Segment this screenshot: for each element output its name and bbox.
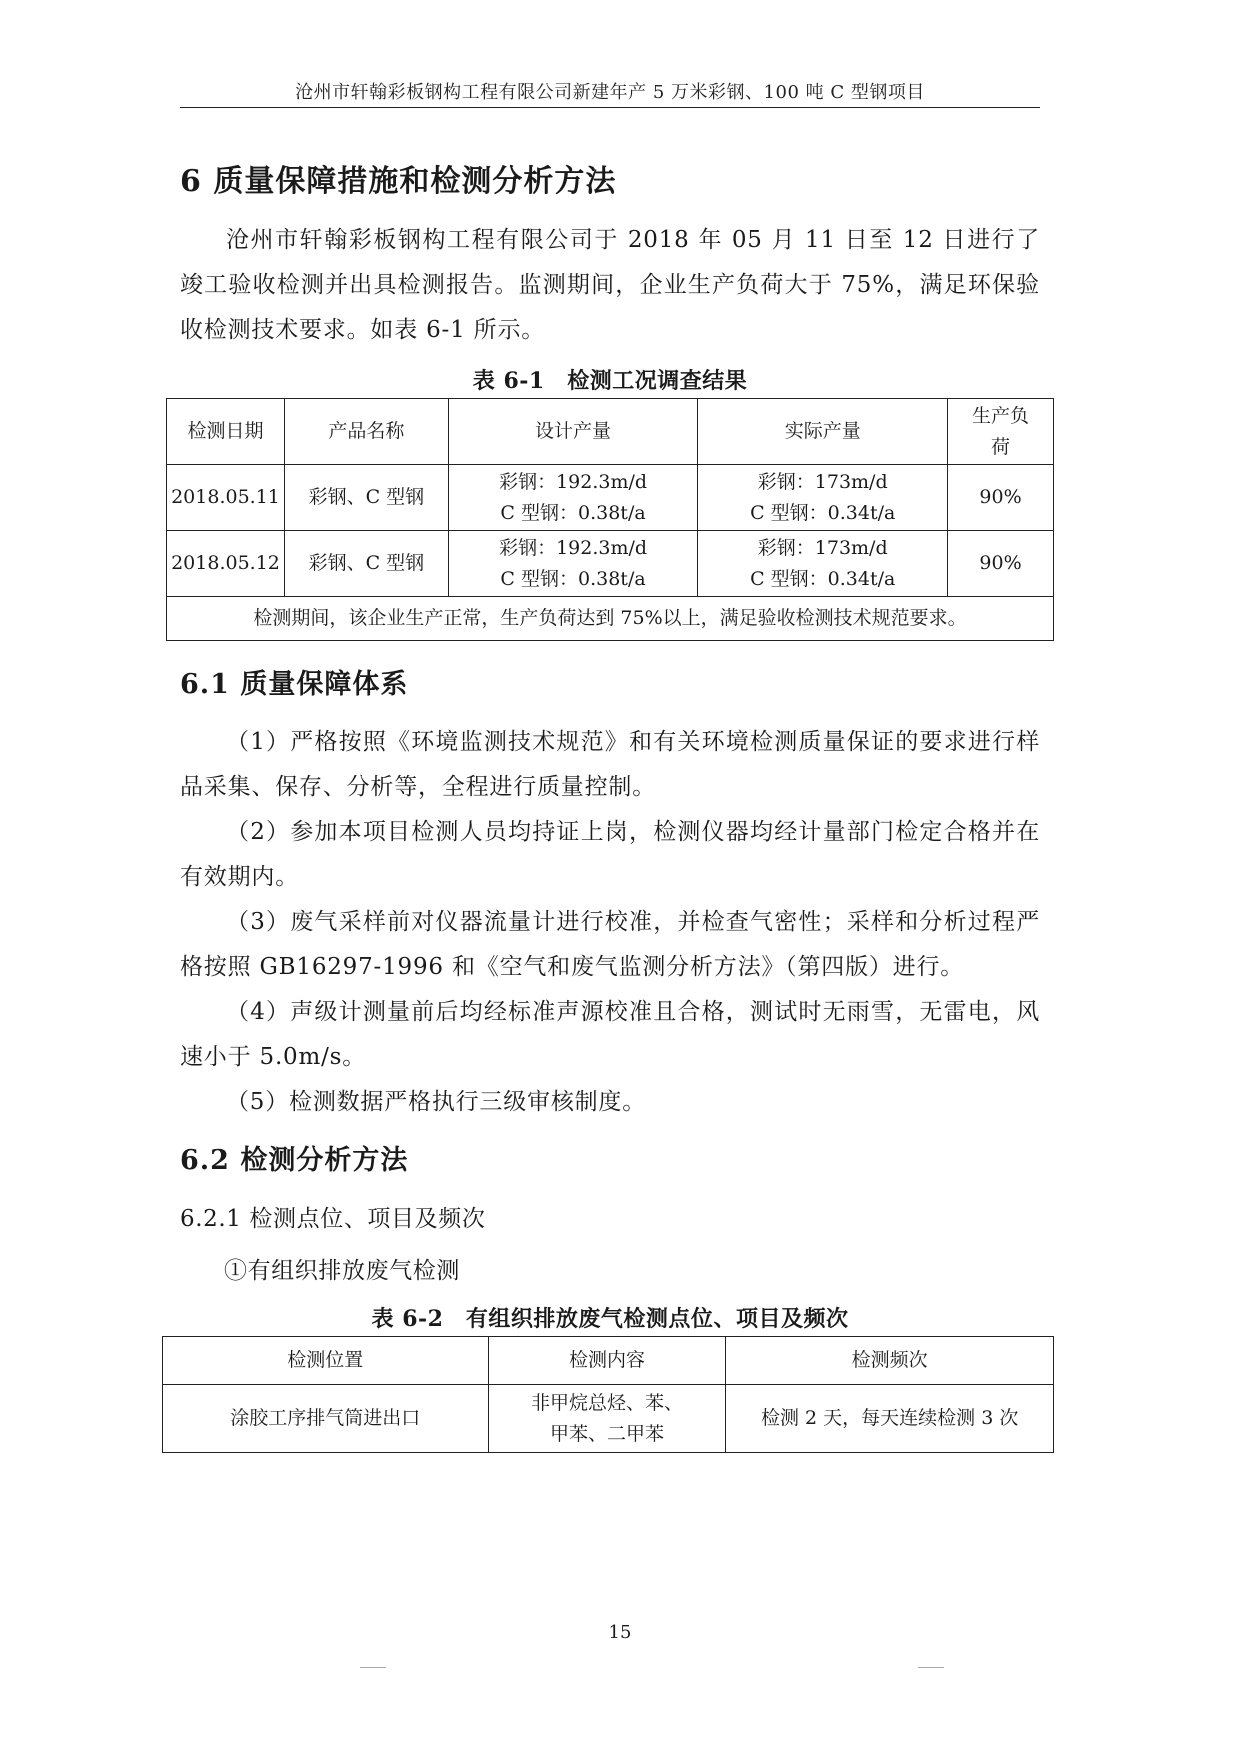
quality-item-1: （1）严格按照《环境监测技术规范》和有关环境检测质量保证的要求进行样品采集、保存、分析等，全程进行质量控制。 <box>180 729 1040 800</box>
cell-load: 90% <box>948 465 1054 531</box>
cell-frequency: 检测 2 天，每天连续检测 3 次 <box>726 1385 1054 1453</box>
cell-actual: 彩钢：173m/d C 型钢：0.34t/a <box>698 465 948 531</box>
subsection-6-2-1-title: 6.2.1 检测点位、项目及频次 <box>180 1206 486 1232</box>
col-header-location: 检测位置 <box>163 1337 489 1385</box>
quality-item-5: （5）检测数据严格执行三级审核制度。 <box>226 1089 647 1115</box>
col-header-content: 检测内容 <box>488 1337 726 1385</box>
col-header-actual: 实际产量 <box>698 399 948 465</box>
cell-product: 彩钢、C 型钢 <box>284 531 448 597</box>
running-header: 沧州市轩翰彩板钢构工程有限公司新建年产 5 万米彩钢、100 吨 C 型钢项目 <box>295 82 925 103</box>
cell-design: 彩钢：192.3m/d C 型钢：0.38t/a <box>448 465 698 531</box>
table-6-2-caption: 表 6-2 有组织排放废气检测点位、项目及频次 <box>371 1306 849 1332</box>
table-6-1 <box>166 398 1054 641</box>
cell-design: 彩钢：192.3m/d C 型钢：0.38t/a <box>448 531 698 597</box>
col-header-frequency: 检测频次 <box>726 1337 1054 1385</box>
col-header-date: 检测日期 <box>167 399 285 465</box>
table-row <box>163 1385 1054 1453</box>
section-6-1-title: 6.1 质量保障体系 <box>180 669 409 700</box>
table-header-row <box>167 399 1054 465</box>
section-6-2-title: 6.2 检测分析方法 <box>180 1145 409 1176</box>
quality-item-4: （4）声级计测量前后均经标准声源校准且合格，测试时无雨雪，无雷电，风速小于 5.0m/s。 <box>180 999 1040 1070</box>
cell-product: 彩钢、C 型钢 <box>284 465 448 531</box>
col-header-product: 产品名称 <box>284 399 448 465</box>
col-header-design: 设计产量 <box>448 399 698 465</box>
section-6-title: 6 质量保障措施和检测分析方法 <box>180 164 617 199</box>
table-header-row <box>163 1337 1054 1385</box>
col-header-load: 生产负荷 <box>948 399 1054 465</box>
cell-location: 涂胶工序排气筒进出口 <box>163 1385 489 1453</box>
cell-load: 90% <box>948 531 1054 597</box>
table-note: 检测期间，该企业生产正常，生产负荷达到 75%以上，满足验收检测技术规范要求。 <box>167 597 1054 641</box>
header-rule <box>180 107 1040 108</box>
cell-actual: 彩钢：173m/d C 型钢：0.34t/a <box>698 531 948 597</box>
table-row <box>167 531 1054 597</box>
cell-date: 2018.05.12 <box>167 531 285 597</box>
scan-mark <box>360 1667 386 1668</box>
page-number: 15 <box>608 1622 632 1643</box>
table-6-1-caption: 表 6-1 检测工况调查结果 <box>472 368 748 394</box>
table-6-2 <box>162 1336 1054 1453</box>
cell-content: 非甲烷总烃、苯、 甲苯、二甲苯 <box>488 1385 726 1453</box>
scan-mark <box>918 1667 944 1668</box>
section-6-intro: 沧州市轩翰彩板钢构工程有限公司于 2018 年 05 月 11 日至 12 日进行了竣工验收检测并出具检测报告。监测期间，企业生产负荷大于 75%，满足环保验收检测技术要求。如表 6-1 所示。 <box>180 227 1040 343</box>
table-row <box>167 465 1054 531</box>
table-note-row <box>167 597 1054 641</box>
quality-item-3: （3）废气采样前对仪器流量计进行校准，并检查气密性；采样和分析过程严格按照 GB16297-1996 和《空气和废气监测分析方法》（第四版）进行。 <box>180 909 1040 980</box>
quality-item-2: （2）参加本项目检测人员均持证上岗，检测仪器均经计量部门检定合格并在有效期内。 <box>180 819 1040 890</box>
cell-date: 2018.05.11 <box>167 465 285 531</box>
organized-emission-heading: ①有组织排放废气检测 <box>224 1258 460 1284</box>
